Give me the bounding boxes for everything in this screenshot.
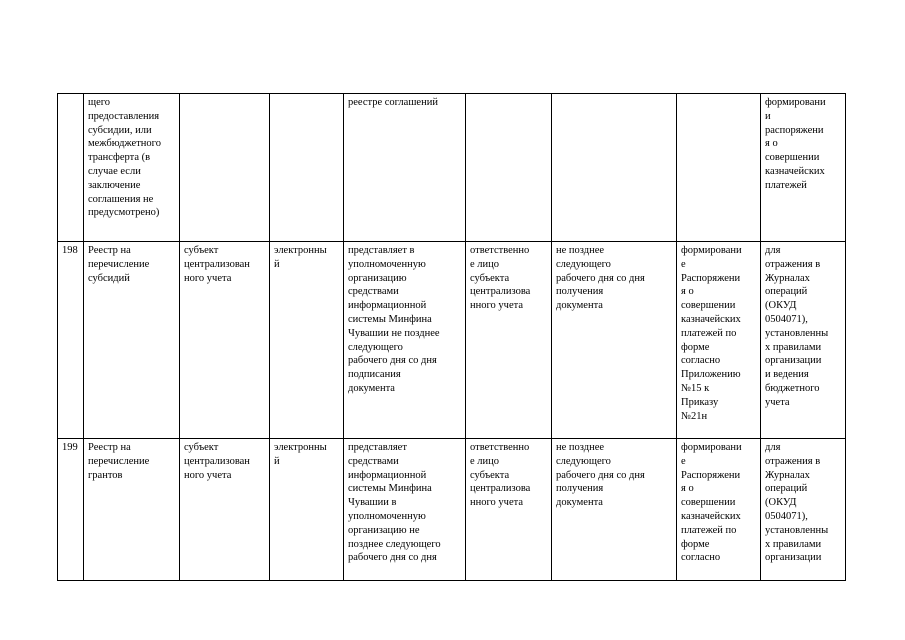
deadline-cell: реестре соглашений [344, 94, 466, 242]
responsible-cell: ответственно е лицо субъекта централизова нного учета [466, 439, 552, 581]
form-cell [270, 94, 344, 242]
table-row [58, 94, 846, 242]
document-name-cell: Реестр на перечисление субсидий [84, 242, 180, 439]
document-name-cell: щего предоставления субсидии, или межбюджетного трансферта (в случае если заключение соглашения не предусмотрено) [84, 94, 180, 242]
transfer-deadline-cell [552, 94, 677, 242]
row-number-cell [58, 94, 84, 242]
purpose-cell: формировани и распоряжени я о совершении казначейских платежей [761, 94, 846, 242]
creator-cell: субъект централизован ного учета [180, 439, 270, 581]
creator-cell: субъект централизован ного учета [180, 242, 270, 439]
purpose-cell: для отражения в Журналах операций (ОКУД 0504071), установленны х правилами организации [761, 439, 846, 581]
purpose-cell: для отражения в Журналах операций (ОКУД 0504071), установленны х правилами организации и ведения бюджетного учета [761, 242, 846, 439]
basis-cell: формировани е Распоряжени я о совершении казначейских платежей по форме согласно [677, 439, 761, 581]
form-cell: электронны й [270, 439, 344, 581]
form-cell: электронны й [270, 242, 344, 439]
basis-cell: формировани е Распоряжени я о совершении казначейских платежей по форме согласно Приложению №15 к Приказу №21н [677, 242, 761, 439]
deadline-cell: представляет в уполномоченную организацию средствами информационной системы Минфина Чувашии не позднее следующего рабочего дня со дня подписания документа [344, 242, 466, 439]
document-name-cell: Реестр на перечисление грантов [84, 439, 180, 581]
table-row [58, 439, 846, 581]
responsible-cell [466, 94, 552, 242]
transfer-deadline-cell: не позднее следующего рабочего дня со дня получения документа [552, 242, 677, 439]
table-row [58, 242, 846, 439]
row-number-cell: 199 [58, 439, 84, 581]
responsible-cell: ответственно е лицо субъекта централизова нного учета [466, 242, 552, 439]
deadline-cell: представляет средствами информационной системы Минфина Чувашии в уполномоченную организацию не позднее следующего рабочего дня со дня [344, 439, 466, 581]
creator-cell [180, 94, 270, 242]
document-table [57, 93, 846, 581]
transfer-deadline-cell: не позднее следующего рабочего дня со дня получения документа [552, 439, 677, 581]
row-number-cell: 198 [58, 242, 84, 439]
basis-cell [677, 94, 761, 242]
